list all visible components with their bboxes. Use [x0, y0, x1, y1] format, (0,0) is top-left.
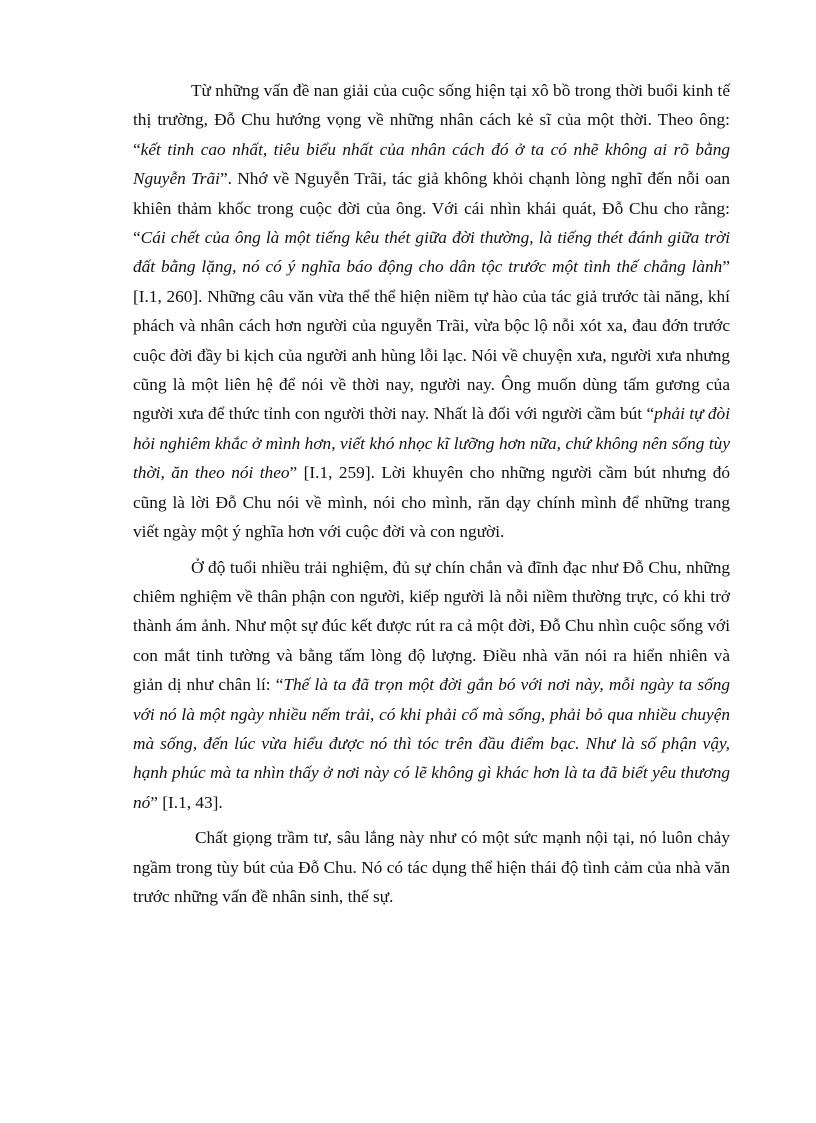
quote-nguoi-cam-but: phải tự đòi hỏi nghiêm khắc ở mình hơn, viết khó nhọc kĩ lưỡng hơn nữa, chứ không nên sống tùy thời, ăn theo nói theo — [133, 404, 730, 483]
paragraph-2-text: Ở độ tuổi nhiều trải nghiệm, đủ sự chín chắn và đĩnh đạc như Đỗ Chu, những chiêm nghiệm về thân phận con người, kiếp người là nỗi niềm thường trực, có khi trở thành ám ảnh. Như một sự đúc kết được rút ra cả một đời, Đỗ Chu nhìn cuộc sống với con mắt tinh tường và bằng tấm lòng độ lượng. Điều nhà văn nói ra hiển nhiên và giản dị như chân lí: “ — [133, 557, 730, 695]
quote-nguyen-trai: kết tinh cao nhất, tiêu biểu nhất của nhân cách đó ở ta có nhẽ không ai rõ bằng Nguyễn Trãi — [133, 139, 730, 189]
paragraph-1-text: ” [I.1, 259]. Lời khuyên cho những người cầm bút nhưng đó cũng là lời Đỗ Chu nói về mình, nói cho mình, răn dạy chính mình để những trang viết ngày một ý nghĩa hơn với cuộc đời và con người. — [133, 463, 730, 542]
quote-cai-chet: Cái chết của ông là một tiếng kêu thét giữa đời thường, là tiếng thét đánh giữa trời đất bằng lặng, nó có ý nghĩa báo động cho dân tộc trước một tình thế chẳng lành — [133, 228, 730, 277]
quote-the-la-ta: Thế là ta đã trọn một đời gắn bó với nơi này, mỗi ngày ta sống với nó là một ngày nhiều nếm trải, có khi phải cố mà sống, phải bỏ qua nhiều chuyện mà sống, đến lúc vừa hiểu được nó thì tóc trên đầu điểm bạc. Như là số phận vậy, hạnh phúc mà ta nhìn thấy ở nơi này có lẽ không gì khác hơn là ta đã biết yêu thương nó — [133, 675, 730, 812]
paragraph-1 — [133, 76, 730, 547]
body-text — [133, 76, 730, 917]
paragraph-2-text: ” [I.1, 43]. — [150, 792, 223, 812]
paragraph-3 — [133, 823, 730, 911]
paragraph-1-text: ”. Nhớ về Nguyễn Trãi, tác giả không khỏi chạnh lòng nghĩ đến nỗi oan khiên thảm khốc trong cuộc đời của ông. Với cái nhìn khái quát, Đỗ Chu cho rằng: “ — [133, 169, 730, 248]
paragraph-2 — [133, 553, 730, 818]
paragraph-1-text: ” [I.1, 260]. Những câu văn vừa thể thể hiện niềm tự hào của tác giả trước tài năng, khí phách và nhân cách hơn người của nguyễn Trãi, vừa bộc lộ nỗi xót xa, đau đớn trước cuộc đời đầy bi kịch của người anh hùng lỗi lạc. Nói về chuyện xưa, người xưa nhưng cũng là một liên hệ để nói về thời nay, người nay. Ông muốn dùng tấm gương của người xưa để thức tỉnh con người thời nay. Nhất là đối với người cầm bút “ — [133, 257, 730, 424]
paragraph-3-text: Chất giọng trầm tư, sâu lắng này như có một sức mạnh nội tại, nó luôn chảy ngầm trong tùy bút của Đỗ Chu. Nó có tác dụng thể hiện thái độ tình cảm của nhà văn trước những vấn đề nhân sinh, thế sự. — [133, 828, 730, 906]
paragraph-1-text: Từ những vấn đề nan giải của cuộc sống hiện tại xô bồ trong thời buổi kinh tế thị trường, Đỗ Chu hướng vọng về những nhân cách kẻ sĩ của một thời. Theo ông: “ — [133, 81, 730, 159]
